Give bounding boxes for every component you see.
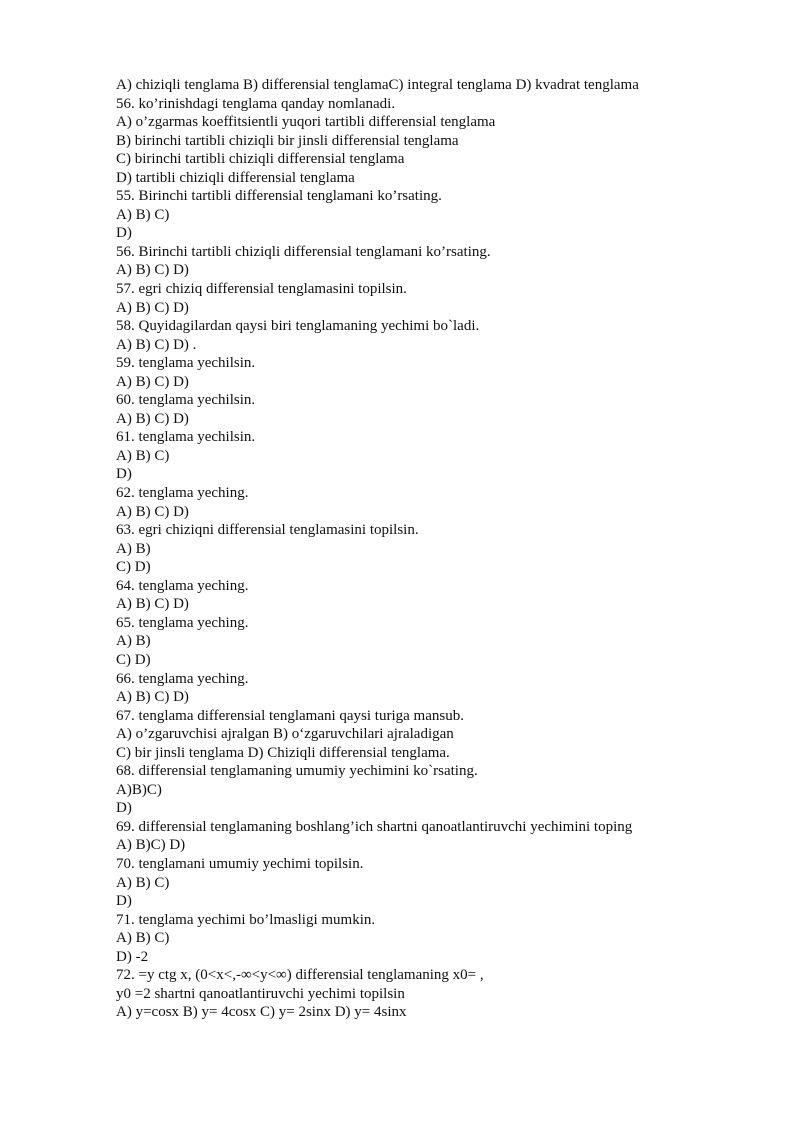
text-line: A) B) C) D): [116, 373, 189, 390]
text-line: A) B) C) D): [116, 262, 189, 279]
text-line: 63. egri chiziqni differensial tenglamasini topilsin.: [116, 522, 419, 539]
text-line: A) B) C) D): [116, 299, 189, 316]
text-line: D) -2: [116, 948, 149, 965]
text-line: C) D): [116, 559, 151, 576]
text-line: A)B)C): [116, 781, 162, 798]
text-line: A) y=cosx B) y= 4cosx C) y= 2sinx D) y= 4sinx: [116, 1004, 407, 1021]
text-line: 58. Quyidagilardan qaysi biri tenglamaning yechimi bo`ladi.: [116, 318, 480, 335]
text-line: 59. tenglama yechilsin.: [116, 355, 256, 372]
text-line: 66. tenglama yeching.: [116, 670, 249, 687]
text-line: A) B) C): [116, 930, 170, 947]
text-line: D) tartibli chiziqli differensial tenglama: [116, 169, 355, 186]
text-line: C) D): [116, 651, 151, 668]
text-line: 64. tenglama yeching.: [116, 577, 249, 594]
text-line: A) B) C) D): [116, 410, 189, 427]
text-line: 68. differensial tenglamaning umumiy yechimini ko`rsating.: [116, 763, 478, 780]
text-line: D): [116, 893, 132, 910]
text-line: 57. egri chiziq differensial tenglamasini topilsin.: [116, 281, 407, 298]
text-line: A) B) C): [116, 447, 170, 464]
text-line: A) B) C) D): [116, 689, 189, 706]
text-line: A) B): [116, 540, 151, 557]
text-line: C) birinchi tartibli chiziqli differensial tenglama: [116, 151, 405, 168]
text-line: A) B) C): [116, 874, 170, 891]
text-line: A) B) C) D): [116, 503, 189, 520]
text-line: A) o’zgaruvchisi ajralgan B) o‘zgaruvchilari ajraladigan: [116, 726, 454, 743]
text-line: 56. Birinchi tartibli chiziqli differensial tenglamani ko’rsating.: [116, 243, 491, 260]
text-line: D): [116, 225, 132, 242]
text-line: A) chiziqli tenglama B) differensial tenglamaC) integral tenglama D) kvadrat tenglama: [116, 77, 639, 93]
text-line: 71. tenglama yechimi bo’lmasligi mumkin.: [116, 911, 376, 928]
text-line: y0 =2 shartni qanoatlantiruvchi yechimi topilsin: [116, 985, 405, 1002]
text-line: D): [116, 800, 132, 817]
text-line: A) o’zgarmas koeffitsientli yuqori tartibli differensial tenglama: [116, 114, 496, 131]
text-line: 67. tenglama differensial tenglamani qaysi turiga mansub.: [116, 707, 464, 724]
text-line: 65. tenglama yeching.: [116, 614, 249, 631]
text-line: C) bir jinsli tenglama D) Chiziqli differensial tenglama.: [116, 744, 450, 761]
text-line: B) birinchi tartibli chiziqli bir jinsli differensial tenglama: [116, 132, 459, 149]
text-line: A) B) C): [116, 206, 170, 223]
text-line: D): [116, 466, 132, 483]
text-line: 70. tenglamani umumiy yechimi topilsin.: [116, 855, 364, 872]
text-line: A) B) C) D): [116, 596, 189, 613]
text-line: A) B)C) D): [116, 837, 186, 854]
text-line: 56. ko’rinishdagi tenglama qanday nomlanadi.: [116, 95, 396, 112]
text-line: 61. tenglama yechilsin.: [116, 429, 256, 446]
text-line: A) B) C) D) .: [116, 336, 197, 353]
text-line: A) B): [116, 633, 151, 650]
text-line: 55. Birinchi tartibli differensial tenglamani ko’rsating.: [116, 188, 442, 205]
text-line: 69. differensial tenglamaning boshlang’ich shartni qanoatlantiruvchi yechimini toping: [116, 818, 633, 835]
question-text-block: [116, 76, 756, 1022]
text-line: 62. tenglama yeching.: [116, 485, 249, 502]
text-line: 60. tenglama yechilsin.: [116, 392, 256, 409]
text-line: 72. =y ctg x, (0<x<,-∞<y<∞) differensial tenglamaning x0= ,: [116, 967, 484, 984]
